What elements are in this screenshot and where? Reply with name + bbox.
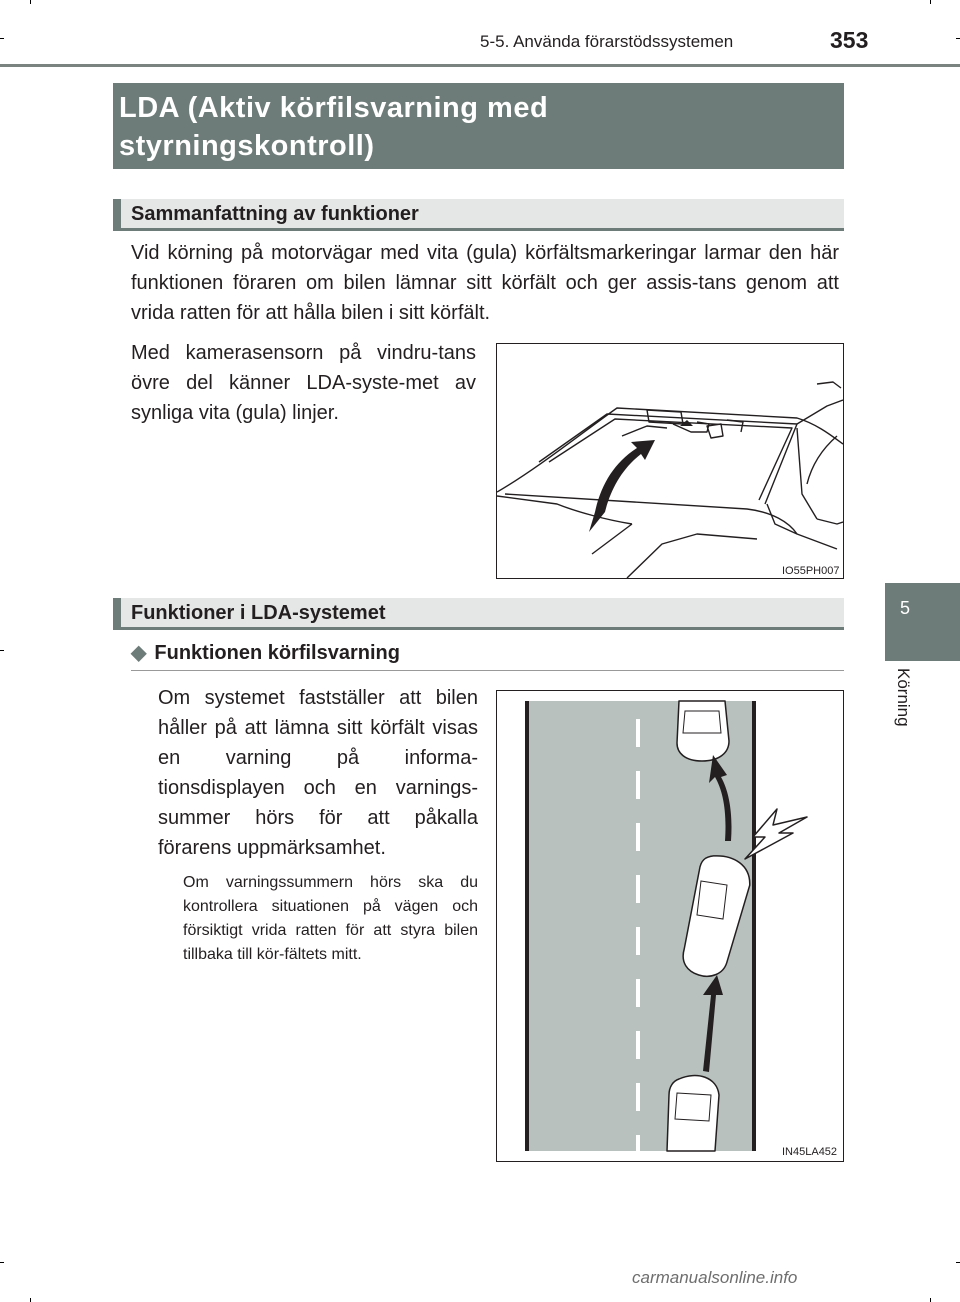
lane-departure-figure (496, 690, 844, 1162)
subheading-rule (131, 670, 844, 671)
chapter-title-line2: styrningskontroll) (119, 130, 375, 162)
running-header-section: 5-5. Använda förarstödssystemen (480, 32, 734, 51)
page-number: 353 (830, 27, 869, 53)
summary-heading: Sammanfattning av funktioner (113, 199, 844, 231)
windshield-illustration (497, 344, 843, 578)
road-edge-right (752, 701, 756, 1151)
lane-warning-paragraph: Om systemet fastställer att bilen håller på att lämna sitt körfält visas en varning på informa-tionsdisplayen och en varnings-summer hörs för att påkalla förarens uppmärksamhet. (158, 687, 478, 859)
chapter-title-line1: LDA (Aktiv körfilsvarning med (119, 92, 549, 124)
lane-departure-illustration (497, 691, 843, 1161)
chapter-side-tab (885, 583, 960, 661)
watermark: carmanualsonline.info (632, 1268, 798, 1287)
summary-paragraph: Vid körning på motorvägar med vita (gula) körfältsmarkeringar larmar den här funktionen föraren om bilen lämnar sitt körfält och ger assis-tans genom att vrida ratten för att hålla bilen i sitt körfält. (131, 242, 839, 324)
figure-code: IO55PH007 (782, 565, 840, 577)
windshield-camera-figure (496, 343, 844, 579)
diamond-bullet-icon: ◆ (131, 642, 147, 664)
lane-warning-subheading-text: Funktionen körfilsvarning (154, 642, 400, 664)
road-edge-left (525, 701, 529, 1151)
lane-warning-subheading (131, 640, 400, 665)
functions-heading: Funktioner i LDA-systemet (113, 598, 844, 630)
chapter-title (113, 83, 844, 169)
header-rule (0, 64, 960, 67)
chapter-label: Körning (894, 668, 913, 727)
lane-center-dashes (636, 719, 640, 1151)
figure-code: IN45LA452 (782, 1146, 838, 1158)
buzzer-note: Om varningssummern hörs ska du kontrollera situationen på vägen och försiktigt vrida ratten för att styra bilen tillbaka till kör-fältets mitt. (183, 874, 478, 963)
chapter-number: 5 (899, 598, 910, 618)
camera-paragraph: Med kamerasensorn på vindru-tans övre del känner LDA-syste-met av synliga vita (gula) linjer. (131, 342, 476, 424)
car-bottom (667, 1076, 719, 1151)
